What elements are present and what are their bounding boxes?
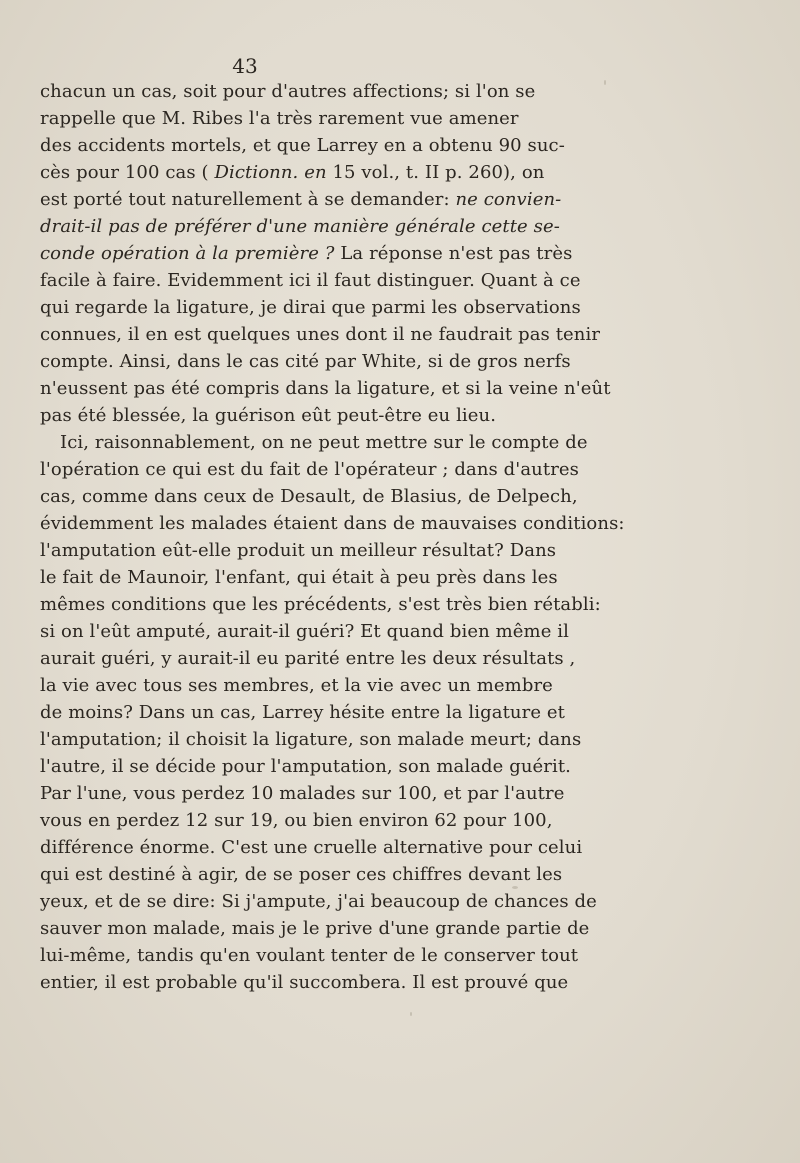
- text-line: aurait guéri, y aurait-il eu parité entre les deux résultats ,: [40, 648, 576, 669]
- text-line: qui est destiné à agir, de se poser ces chiffres devant les: [40, 864, 563, 885]
- text-line: l'autre, il se décide pour l'amputation, son malade guérit.: [40, 756, 572, 777]
- text-line: qui regarde la ligature, je dirai que parmi les observations: [40, 297, 581, 318]
- text-line: [40, 159, 545, 186]
- text-line: différence énorme. C'est une cruelle alternative pour celui: [40, 837, 583, 858]
- text-line-italic: drait-il pas de préférer d'une manière générale cette se-: [40, 216, 560, 237]
- text-line: connues, il en est quelques unes dont il ne faudrait pas tenir: [40, 324, 601, 345]
- text-line: chacun un cas, soit pour d'autres affections; si l'on se: [40, 81, 536, 102]
- question-italic: ne convien-: [455, 189, 562, 210]
- paper-speck: [410, 1012, 412, 1016]
- text-line: pas été blessée, la guérison eût peut-être eu lieu.: [40, 405, 497, 426]
- text-line: entier, il est probable qu'il succombera. Il est prouvé que: [40, 972, 569, 993]
- citation-italic: Dictionn. en: [214, 162, 327, 183]
- text-line: de moins? Dans un cas, Larrey hésite entre la ligature et: [40, 702, 565, 723]
- paper-speck: [512, 886, 518, 889]
- page-number: 43: [232, 54, 258, 78]
- paragraph-start: Ici, raisonnablement, on ne peut mettre sur le compte de: [60, 432, 588, 453]
- text-line: l'amputation eût-elle produit un meilleur résultat? Dans: [40, 540, 557, 561]
- text-fragment: La réponse n'est pas très: [334, 243, 573, 264]
- text-fragment: cès pour 100 cas (: [40, 162, 215, 183]
- text-line: n'eussent pas été compris dans la ligature, et si la veine n'eût: [40, 378, 611, 399]
- text-line: évidemment les malades étaient dans de mauvaises conditions:: [40, 513, 625, 534]
- text-line: [40, 186, 562, 213]
- text-fragment: est porté tout naturellement à se demander:: [40, 189, 456, 210]
- text-line: si on l'eût amputé, aurait-il guéri? Et quand bien même il: [40, 621, 569, 642]
- question-italic: conde opération à la première ?: [40, 243, 335, 264]
- text-line: cas, comme dans ceux de Desault, de Blasius, de Delpech,: [40, 486, 578, 507]
- body-text: [40, 78, 625, 996]
- text-line: rappelle que M. Ribes l'a très rarement vue amener: [40, 108, 519, 129]
- text-line: l'amputation; il choisit la ligature, son malade meurt; dans: [40, 729, 582, 750]
- text-line: la vie avec tous ses membres, et la vie avec un membre: [40, 675, 553, 696]
- text-line: [40, 240, 573, 267]
- text-line: compte. Ainsi, dans le cas cité par White, si de gros nerfs: [40, 351, 571, 372]
- text-line: Par l'une, vous perdez 10 malades sur 100, et par l'autre: [40, 783, 565, 804]
- text-line: mêmes conditions que les précédents, s'est très bien rétabli:: [40, 594, 601, 615]
- text-line: l'opération ce qui est du fait de l'opérateur ; dans d'autres: [40, 459, 579, 480]
- text-fragment: 15 vol., t. II p. 260), on: [326, 162, 545, 183]
- text-line: lui-même, tandis qu'en voulant tenter de le conserver tout: [40, 945, 579, 966]
- text-line: yeux, et de se dire: Si j'ampute, j'ai beaucoup de chances de: [40, 891, 597, 912]
- text-line: des accidents mortels, et que Larrey en a obtenu 90 suc-: [40, 135, 565, 156]
- text-line: sauver mon malade, mais je le prive d'une grande partie de: [40, 918, 590, 939]
- text-line: vous en perdez 12 sur 19, ou bien environ 62 pour 100,: [40, 810, 553, 831]
- paper-speck: [604, 80, 606, 85]
- text-line: facile à faire. Evidemment ici il faut distinguer. Quant à ce: [40, 270, 581, 291]
- text-line: le fait de Maunoir, l'enfant, qui était à peu près dans les: [40, 567, 558, 588]
